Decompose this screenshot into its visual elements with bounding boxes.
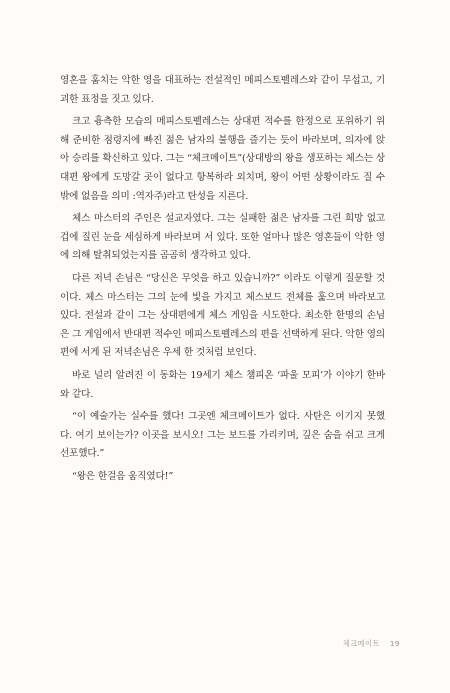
page-footer — [290, 639, 400, 649]
body-text — [60, 72, 385, 486]
paragraph: 바로 널리 알려진 이 동화는 19세기 체스 챔피온 ‘파울 모피’가 이야기 한바와 같다. — [60, 369, 385, 400]
running-title: 체크메이트 — [342, 639, 380, 648]
paragraph: 크고 흉측한 모습의 메피스토펠레스는 상대편 적수를 한정으로 포위하기 위해 준비한 점령지에 빠진 젊은 남자의 불행을 즐기는 듯이 바라보며, 의자에 앉아 승리를 확신하고 있다. 그는 “체크메이트”(상대방의 왕을 생포하는 체스는 상대편 왕에게 도망갈 곳이 없다고 항복하라 외치며, 왕이 어떤 상황이라도 질 수 밖에 없음을 의미 :역자주)라고 탄성을 지른다. — [60, 116, 385, 202]
paragraph: 다른 저녁 손님은 “당신은 무엇을 하고 있습니까?” 이라도 이렇게 질문할 것이다. 체스 마스터는 그의 눈에 빛을 가지고 체스보드 전체를 훑으며 바라보고 있다. 전설과 같이 그는 상대편에게 체스 게임을 시도한다. 최소한 한명의 손님은 그 게임에서 반대편 적수인 메피스토펠레스의 편을 선택하게 된다. 악한 영의 편에 서게 된 저녁손님은 우세 한 것처럼 보인다. — [60, 272, 385, 359]
paragraph: “이 예술가는 실수를 했다! 그곳엔 체크메이트가 없다. 사탄은 이기지 못했다. 여기 보이는가? 이곳을 보시오! 그는 보드를 가리키며, 깊은 숨을 쉬고 크게 선포했다.” — [60, 411, 385, 460]
paragraph: 체스 마스터의 주인은 설교자였다. 그는 실패한 젊은 남자를 그린 희망 없고 겁에 질린 눈을 세심하게 바라보며 서 있다. 또한 얼마나 많은 영혼들이 악한 영에 의해 탈취되었는지를 곰곰히 생각하고 있다. — [60, 213, 385, 262]
paragraph: “왕은 한걸음 움직였다!” — [72, 470, 174, 482]
paragraph: 영혼을 훔치는 악한 영을 대표하는 전설적인 메피스토펠레스와 같이 무섭고, 기괴한 표정을 짓고 있다. — [60, 75, 385, 105]
page-number: 19 — [389, 639, 400, 648]
